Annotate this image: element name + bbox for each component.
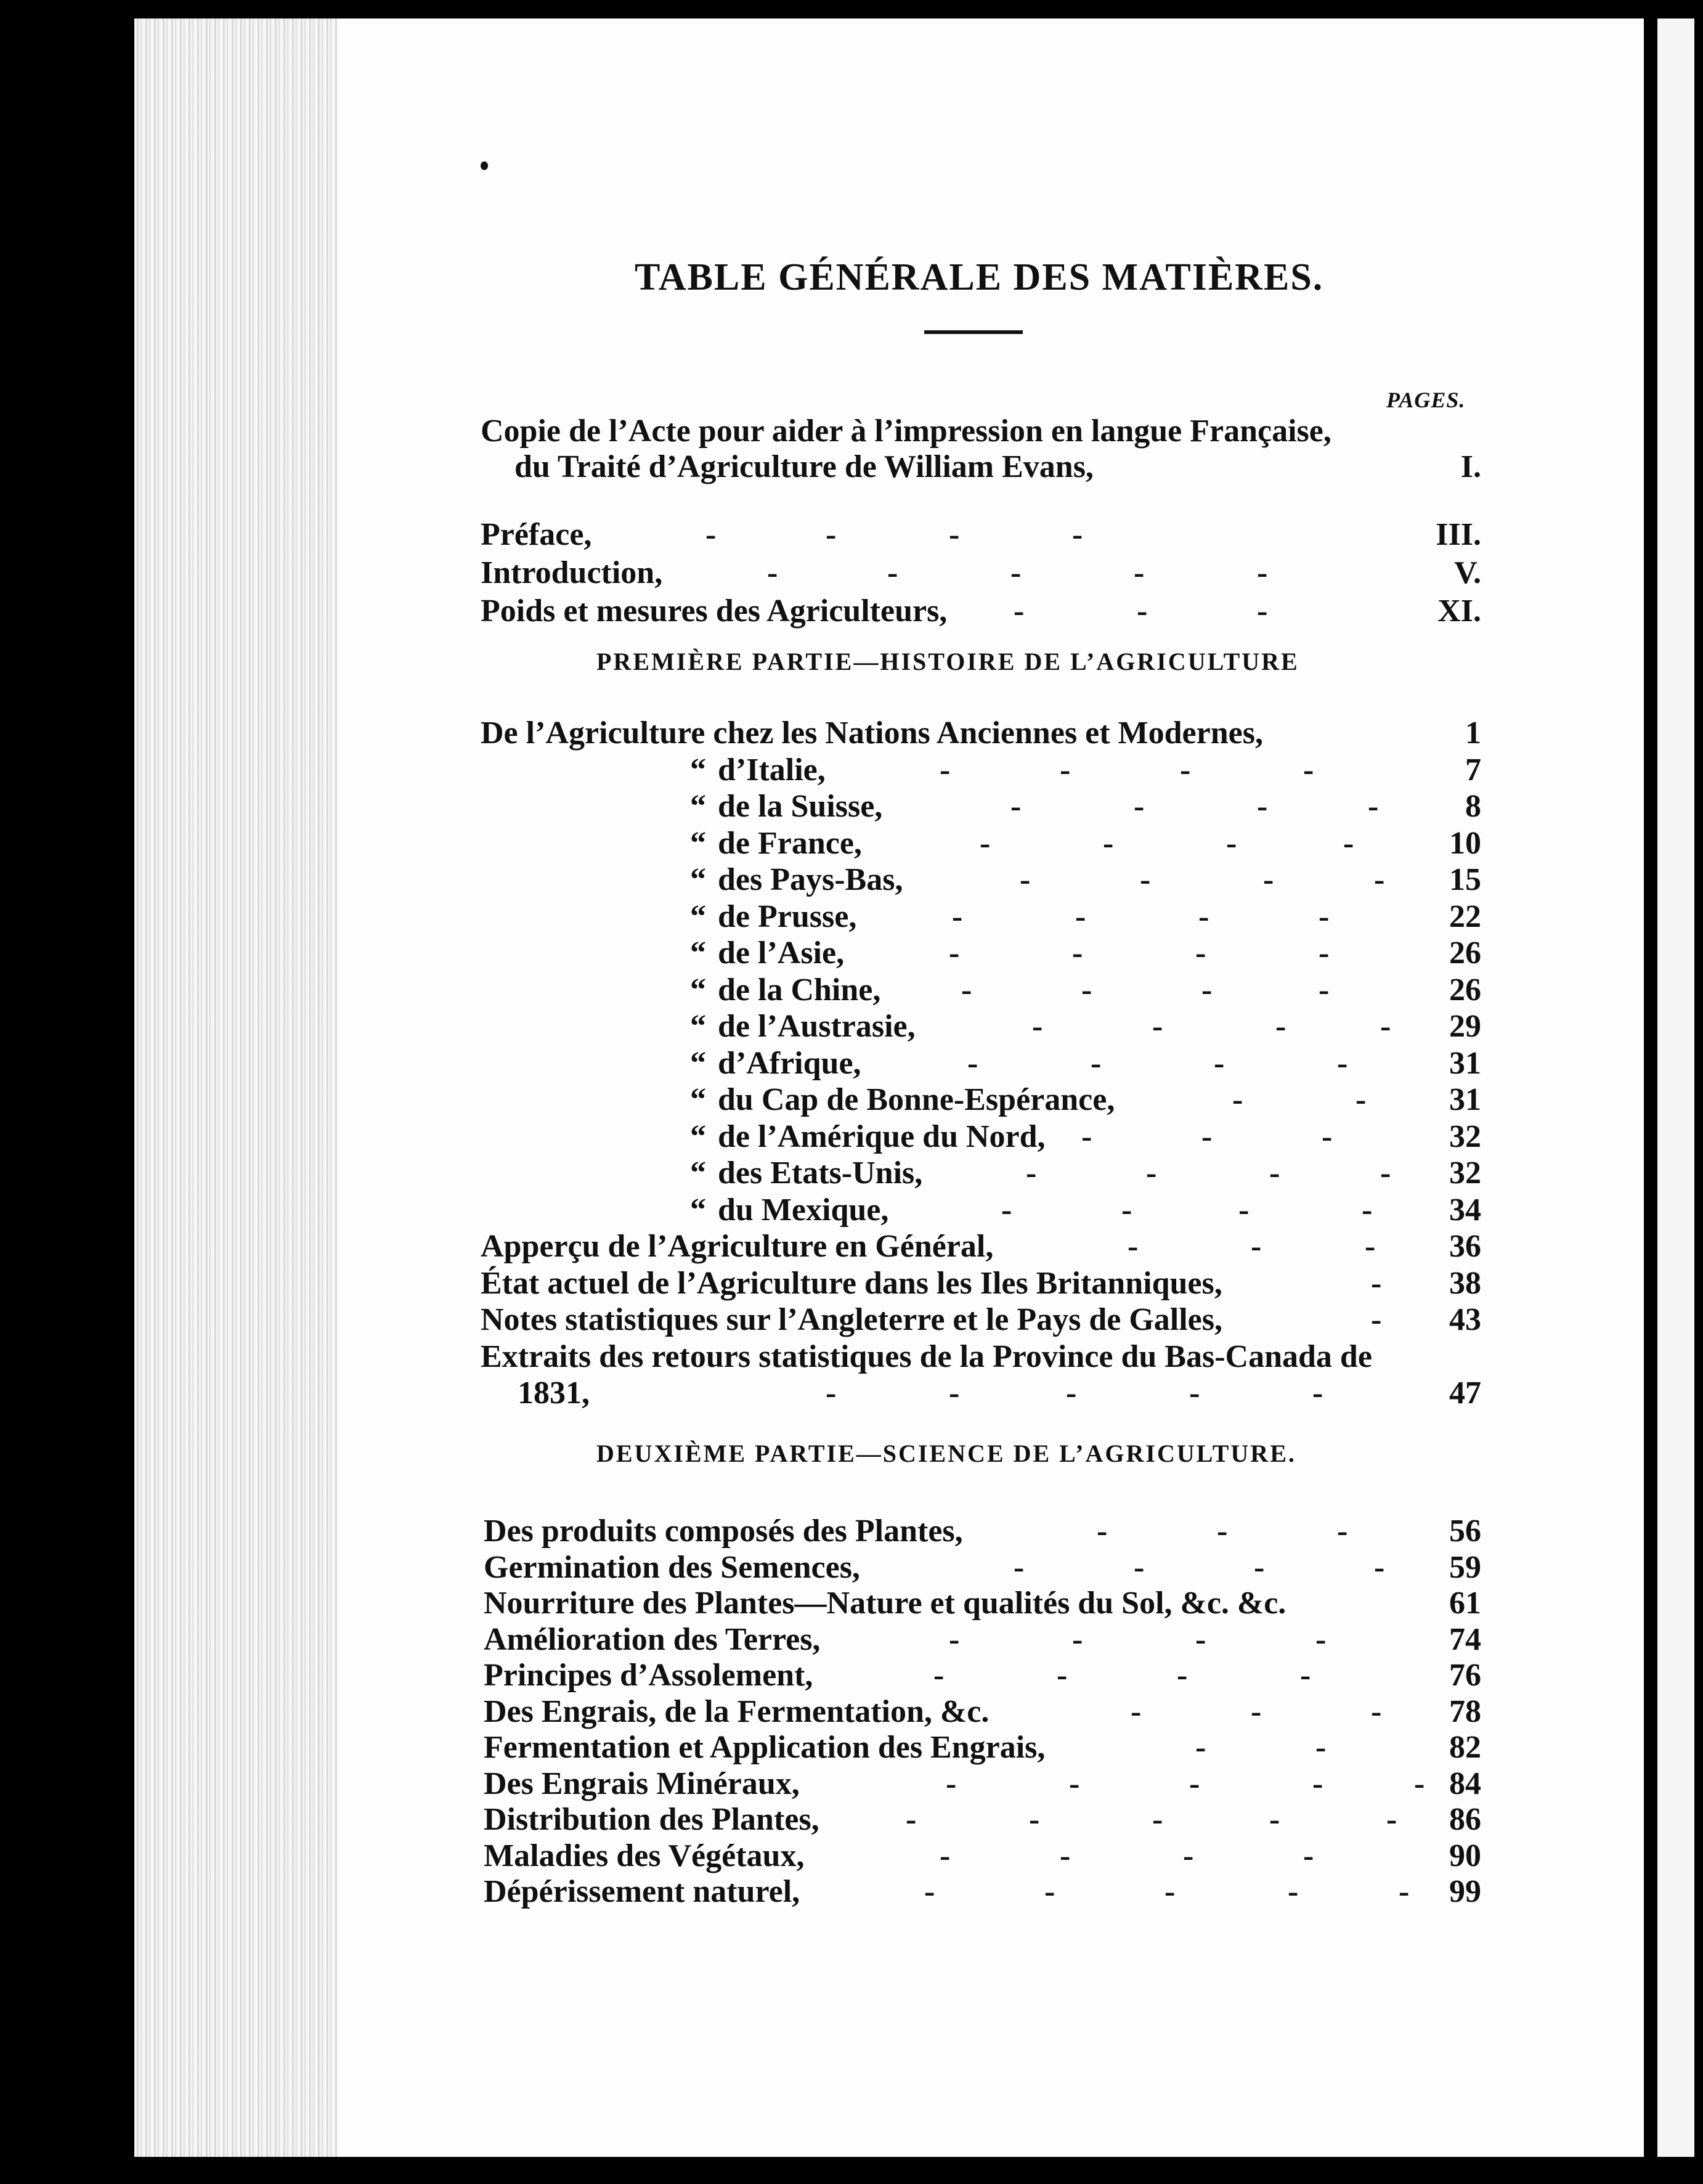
toc-entry-label: Principes d’Assolement, <box>484 1658 813 1693</box>
leader-dash: - <box>1164 1874 1176 1909</box>
toc-entry <box>0 1192 1703 1229</box>
leader-dash: - <box>1238 1192 1250 1228</box>
leader-dash: - <box>1075 899 1086 934</box>
leader-dash: - <box>1315 1622 1327 1657</box>
toc-entry-page: 56 <box>1449 1514 1481 1549</box>
toc-entry <box>0 1265 1703 1302</box>
leader-dash: - <box>1134 555 1145 590</box>
toc-entry-label: Préface, <box>481 517 592 552</box>
toc-entry <box>0 788 1703 825</box>
toc-entry-label: Nourriture des Plantes—Nature et qualités du Sol, &c. &c. <box>484 1586 1286 1621</box>
leader-dash: - <box>1374 1550 1385 1585</box>
toc-entry-label: du Mexique, <box>718 1192 889 1228</box>
toc-entry-page: 1 <box>1465 715 1481 751</box>
leader-dash: - <box>1180 752 1191 788</box>
leader-dash: - <box>1032 1009 1043 1044</box>
toc-entry-page: 8 <box>1465 789 1481 824</box>
toc-entry-page: 82 <box>1449 1730 1481 1765</box>
title-rule <box>924 330 1023 334</box>
ditto-mark: “ <box>690 1046 706 1081</box>
leader-dash: - <box>767 555 778 590</box>
ditto-mark: “ <box>690 1082 706 1117</box>
leader-dash: - <box>980 826 991 861</box>
toc-entry <box>0 715 1703 752</box>
leader-dash: - <box>1001 1192 1012 1228</box>
leader-dash: - <box>1319 972 1330 1008</box>
leader-dash: - <box>1337 1046 1348 1081</box>
toc-entry <box>0 752 1703 789</box>
toc-entry-label: de Prusse, <box>718 899 857 934</box>
toc-entry-page: 31 <box>1449 1082 1481 1117</box>
leader-dash: - <box>1414 1766 1425 1801</box>
toc-entry-label: de l’Austrasie, <box>718 1009 916 1044</box>
leader-dash: - <box>1257 593 1268 629</box>
toc-entry-label: Copie de l’Acte pour aider à l’impression en langue Française, <box>481 414 1331 449</box>
toc-entry <box>0 1873 1703 1910</box>
toc-entry-label: du Cap de Bonne-Espérance, <box>718 1082 1115 1117</box>
toc-entry-page: 32 <box>1449 1119 1481 1154</box>
leader-dash: - <box>1337 1514 1348 1549</box>
leader-dash: - <box>1201 972 1213 1008</box>
leader-dash: - <box>1371 1302 1382 1337</box>
toc-entry-label: du Traité d’Agriculture de William Evans, <box>514 449 1094 484</box>
leader-dash: - <box>1131 1694 1142 1729</box>
leader-dash: - <box>1103 826 1114 861</box>
toc-entry-page: I. <box>1460 449 1481 484</box>
leader-dash: - <box>1057 1658 1068 1693</box>
toc-entry-label: Apperçu de l’Agriculture en Général, <box>481 1229 994 1264</box>
leader-dash: - <box>1081 972 1092 1008</box>
leader-dash: - <box>826 1375 837 1411</box>
ditto-mark: “ <box>690 935 706 971</box>
leader-dash: - <box>1029 1802 1040 1837</box>
leader-dash: - <box>1371 1266 1382 1301</box>
leader-dash: - <box>1128 1229 1139 1264</box>
toc-entry-page: 34 <box>1449 1192 1481 1228</box>
toc-entry-page: 61 <box>1449 1586 1481 1621</box>
toc-entry-page: XI. <box>1437 593 1481 629</box>
ditto-mark: “ <box>690 1009 706 1044</box>
toc-entry-page: 31 <box>1449 1046 1481 1081</box>
leader-dash: - <box>1195 935 1206 971</box>
toc-entry-label: Des produits composés des Plantes, <box>484 1514 963 1549</box>
leader-dash: - <box>1020 862 1031 897</box>
toc-entry-label: Introduction, <box>481 555 663 590</box>
toc-entry <box>0 935 1703 972</box>
leader-dash: - <box>1014 1550 1025 1585</box>
toc-entry-page: 38 <box>1449 1266 1481 1301</box>
leader-dash: - <box>1066 1375 1077 1411</box>
ditto-mark: “ <box>690 752 706 788</box>
toc-entry-label: Dépérissement naturel, <box>484 1874 800 1909</box>
toc-entry <box>0 1302 1703 1339</box>
toc-entry-label: Des Engrais, de la Fermentation, &c. <box>484 1694 990 1729</box>
ditto-mark: “ <box>690 826 706 861</box>
leader-dash: - <box>1303 752 1314 788</box>
toc-entry-page: 32 <box>1449 1155 1481 1191</box>
toc-entry-page: 74 <box>1449 1622 1481 1657</box>
leader-dash: - <box>1026 1155 1037 1191</box>
toc-entry <box>0 1838 1703 1875</box>
leader-dash: - <box>1069 1766 1080 1801</box>
part2-heading: DEUXIÈME PARTIE—SCIENCE DE L’AGRICULTURE. <box>596 1440 1296 1467</box>
leader-dash: - <box>940 1838 951 1873</box>
leader-dash: - <box>1217 1514 1228 1549</box>
leader-dash: - <box>1072 517 1083 552</box>
leader-dash: - <box>1183 1838 1194 1873</box>
toc-entry-label: État actuel de l’Agriculture dans les Iles Britanniques, <box>481 1266 1222 1301</box>
toc-entry-label: Germination des Semences, <box>484 1550 860 1585</box>
ditto-mark: “ <box>690 972 706 1008</box>
toc-entry-page: 10 <box>1449 826 1481 861</box>
ink-speck <box>481 161 488 170</box>
leader-dash: - <box>940 752 951 788</box>
toc-entry-label: de la Chine, <box>718 972 881 1008</box>
leader-dash: - <box>1060 1838 1071 1873</box>
leader-dash: - <box>1257 555 1268 590</box>
leader-dash: - <box>1072 1622 1083 1657</box>
leader-dash: - <box>1121 1192 1132 1228</box>
leader-dash: - <box>1315 1730 1327 1765</box>
toc-entry <box>0 1766 1703 1803</box>
leader-dash: - <box>1081 1119 1092 1154</box>
leader-dash: - <box>1044 1874 1055 1909</box>
toc-entry-label: Des Engrais Minéraux, <box>484 1766 800 1801</box>
leader-dash: - <box>1380 1155 1391 1191</box>
ditto-mark: “ <box>690 1155 706 1191</box>
leader-dash: - <box>933 1658 945 1693</box>
toc-entry <box>0 1513 1703 1550</box>
leader-dash: - <box>1198 899 1209 934</box>
toc-entry-label: De l’Agriculture chez les Nations Anciennes et Modernes, <box>481 715 1263 751</box>
toc-entry <box>0 1339 1703 1375</box>
toc-entry <box>0 972 1703 1009</box>
leader-dash: - <box>1214 1046 1225 1081</box>
toc-entry <box>0 1118 1703 1155</box>
leader-dash: - <box>952 899 963 934</box>
toc-entry-page: 29 <box>1449 1009 1481 1044</box>
toc-entry-page: 76 <box>1449 1658 1481 1693</box>
toc-entry <box>0 862 1703 898</box>
toc-entry-label: Maladies des Végétaux, <box>484 1838 805 1873</box>
leader-dash: - <box>1137 593 1148 629</box>
toc-entry-page: 7 <box>1465 752 1481 788</box>
ditto-mark: “ <box>690 862 706 897</box>
leader-dash: - <box>1251 1229 1262 1264</box>
leader-dash: - <box>1134 789 1145 824</box>
ditto-mark: “ <box>690 1192 706 1228</box>
leader-dash: - <box>1140 862 1151 897</box>
toc-entry <box>0 1801 1703 1838</box>
leader-dash: - <box>1399 1874 1410 1909</box>
toc-entry-page: 43 <box>1449 1302 1481 1337</box>
leader-dash: - <box>1386 1802 1397 1837</box>
leader-dash: - <box>1368 789 1379 824</box>
leader-dash: - <box>949 1375 960 1411</box>
toc-entry-label: Fermentation et Application des Engrais, <box>484 1730 1046 1765</box>
toc-entry-label: Extraits des retours statistiques de la Province du Bas-Canada de <box>481 1339 1372 1374</box>
toc-entry-label: Amélioration des Terres, <box>484 1622 821 1657</box>
toc-entry-page: 90 <box>1449 1838 1481 1873</box>
leader-dash: - <box>1362 1192 1373 1228</box>
leader-dash: - <box>1312 1375 1323 1411</box>
leader-dash: - <box>1072 935 1083 971</box>
leader-dash: - <box>924 1874 935 1909</box>
leader-dash: - <box>1189 1375 1200 1411</box>
toc-entry-page: 26 <box>1449 935 1481 971</box>
toc-entry <box>0 413 1703 450</box>
leader-dash: - <box>1152 1009 1163 1044</box>
toc-entry-page: 86 <box>1449 1802 1481 1837</box>
toc-entry-page: 99 <box>1449 1874 1481 1909</box>
leader-dash: - <box>1263 862 1274 897</box>
leader-dash: - <box>1319 935 1330 971</box>
leader-dash: - <box>1380 1009 1391 1044</box>
leader-dash: - <box>1269 1155 1280 1191</box>
toc-entry-label: de l’Amérique du Nord, <box>718 1119 1046 1154</box>
toc-entry-page: 22 <box>1449 899 1481 934</box>
pages-column-header: PAGES. <box>1386 388 1466 412</box>
toc-entry-page: 15 <box>1449 862 1481 897</box>
toc-entry-page: V. <box>1454 555 1481 590</box>
toc-entry <box>0 1549 1703 1586</box>
leader-dash: - <box>967 1046 978 1081</box>
toc-entry <box>0 449 1703 486</box>
leader-dash: - <box>1251 1694 1262 1729</box>
part1-heading: PREMIÈRE PARTIE—HISTOIRE DE L’AGRICULTURE <box>596 648 1299 675</box>
leader-dash: - <box>1371 1694 1382 1729</box>
leader-dash: - <box>1091 1046 1102 1081</box>
leader-dash: - <box>949 935 960 971</box>
toc-entry <box>0 1693 1703 1730</box>
toc-entry-label: Poids et mesures des Agriculteurs, <box>481 593 948 629</box>
leader-dash: - <box>1152 1802 1163 1837</box>
toc-entry <box>0 825 1703 862</box>
leader-dash: - <box>1343 826 1354 861</box>
leader-dash: - <box>1365 1229 1376 1264</box>
leader-dash: - <box>1201 1119 1213 1154</box>
toc-entry <box>0 898 1703 935</box>
ditto-mark: “ <box>690 789 706 824</box>
leader-dash: - <box>826 517 837 552</box>
toc-entry <box>0 1155 1703 1192</box>
toc-entry <box>0 1045 1703 1082</box>
leader-dash: - <box>705 517 717 552</box>
leader-dash: - <box>1288 1874 1299 1909</box>
toc-entry-label: Distribution des Plantes, <box>484 1802 819 1837</box>
leader-dash: - <box>949 1622 960 1657</box>
toc-entry <box>0 1585 1703 1622</box>
toc-entry-label: de France, <box>718 826 862 861</box>
toc-entry-label: Notes statistiques sur l’Angleterre et le Pays de Galles, <box>481 1302 1222 1337</box>
leader-dash: - <box>1097 1514 1108 1549</box>
document-title: TABLE GÉNÉRALE DES MATIÈRES. <box>635 256 1324 298</box>
leader-dash: - <box>1322 1119 1333 1154</box>
toc-entry-page: 47 <box>1449 1375 1481 1411</box>
leader-dash: - <box>1134 1550 1145 1585</box>
toc-entry <box>0 1375 1703 1412</box>
leader-dash: - <box>1010 555 1022 590</box>
leader-dash: - <box>1010 789 1022 824</box>
leader-dash: - <box>1374 862 1385 897</box>
leader-dash: - <box>1355 1082 1367 1117</box>
leader-dash: - <box>1195 1730 1206 1765</box>
toc-entry <box>0 516 1703 553</box>
leader-dash: - <box>1275 1009 1286 1044</box>
leader-dash: - <box>946 1766 957 1801</box>
leader-dash: - <box>1319 899 1330 934</box>
toc-entry <box>0 1082 1703 1118</box>
toc-entry-page: 59 <box>1449 1550 1481 1585</box>
toc-entry-label: de la Suisse, <box>718 789 883 824</box>
leader-dash: - <box>1254 1550 1265 1585</box>
toc-entry-page: 84 <box>1449 1766 1481 1801</box>
ditto-mark: “ <box>690 899 706 934</box>
toc-entry <box>0 555 1703 592</box>
leader-dash: - <box>1269 1802 1280 1837</box>
leader-dash: - <box>887 555 898 590</box>
leader-dash: - <box>1014 593 1025 629</box>
toc-entry <box>0 1228 1703 1265</box>
leader-dash: - <box>1303 1838 1314 1873</box>
leader-dash: - <box>906 1802 917 1837</box>
leader-dash: - <box>961 972 972 1008</box>
ditto-mark: “ <box>690 1119 706 1154</box>
leader-dash: - <box>1312 1766 1323 1801</box>
leader-dash: - <box>1226 826 1237 861</box>
toc-entry <box>0 1621 1703 1658</box>
toc-entry-label: des Etats-Unis, <box>718 1155 923 1191</box>
leader-dash: - <box>949 517 960 552</box>
toc-entry <box>0 1008 1703 1045</box>
toc-entry-page: III. <box>1436 517 1481 552</box>
leader-dash: - <box>1257 789 1268 824</box>
toc-entry-label: de l’Asie, <box>718 935 845 971</box>
leader-dash: - <box>1146 1155 1157 1191</box>
toc-entry-page: 26 <box>1449 972 1481 1008</box>
toc-entry-label: d’Italie, <box>718 752 826 788</box>
leader-dash: - <box>1060 752 1071 788</box>
leader-dash: - <box>1195 1622 1206 1657</box>
toc-entry <box>0 1729 1703 1766</box>
toc-entry-label: des Pays-Bas, <box>718 862 903 897</box>
leader-dash: - <box>1300 1658 1311 1693</box>
leader-dash: - <box>1232 1082 1243 1117</box>
leader-dash: - <box>1177 1658 1188 1693</box>
toc-entry-label: d’Afrique, <box>718 1046 861 1081</box>
toc-entry <box>0 1657 1703 1694</box>
toc-entry-page: 78 <box>1449 1694 1481 1729</box>
toc-entry-page: 36 <box>1449 1229 1481 1264</box>
toc-entry <box>0 593 1703 630</box>
toc-entry-label: 1831, <box>518 1375 590 1411</box>
leader-dash: - <box>1189 1766 1200 1801</box>
